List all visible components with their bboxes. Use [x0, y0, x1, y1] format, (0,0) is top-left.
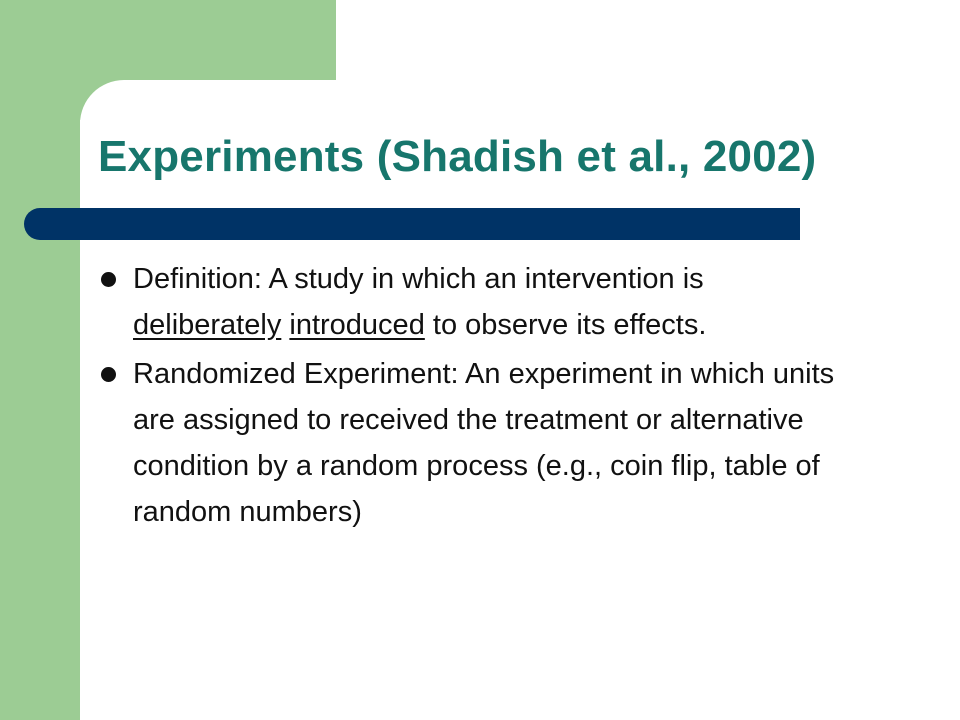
bullet-list: [98, 256, 858, 538]
definition-text-after: to observe its effects.: [432, 309, 707, 341]
bullet-icon: [101, 272, 116, 287]
slide-title: Experiments (Shadish et al., 2002): [98, 132, 817, 181]
bullet-icon: [101, 367, 116, 382]
bullet-randomized-experiment: [98, 351, 858, 535]
randomized-experiment-text: Randomized Experiment: An experiment in which units are assigned to received the treatment or alternative condition by a random process (e.g., coin flip, table of random numbers): [133, 358, 835, 528]
bullet-definition: [98, 256, 858, 348]
definition-text-before: A study in which an intervention is: [268, 263, 704, 295]
definition-label: Definition:: [133, 263, 262, 295]
title-underline-bar: [24, 208, 800, 240]
underlined-deliberately: deliberately: [133, 309, 282, 341]
underlined-introduced: introduced: [289, 309, 425, 341]
